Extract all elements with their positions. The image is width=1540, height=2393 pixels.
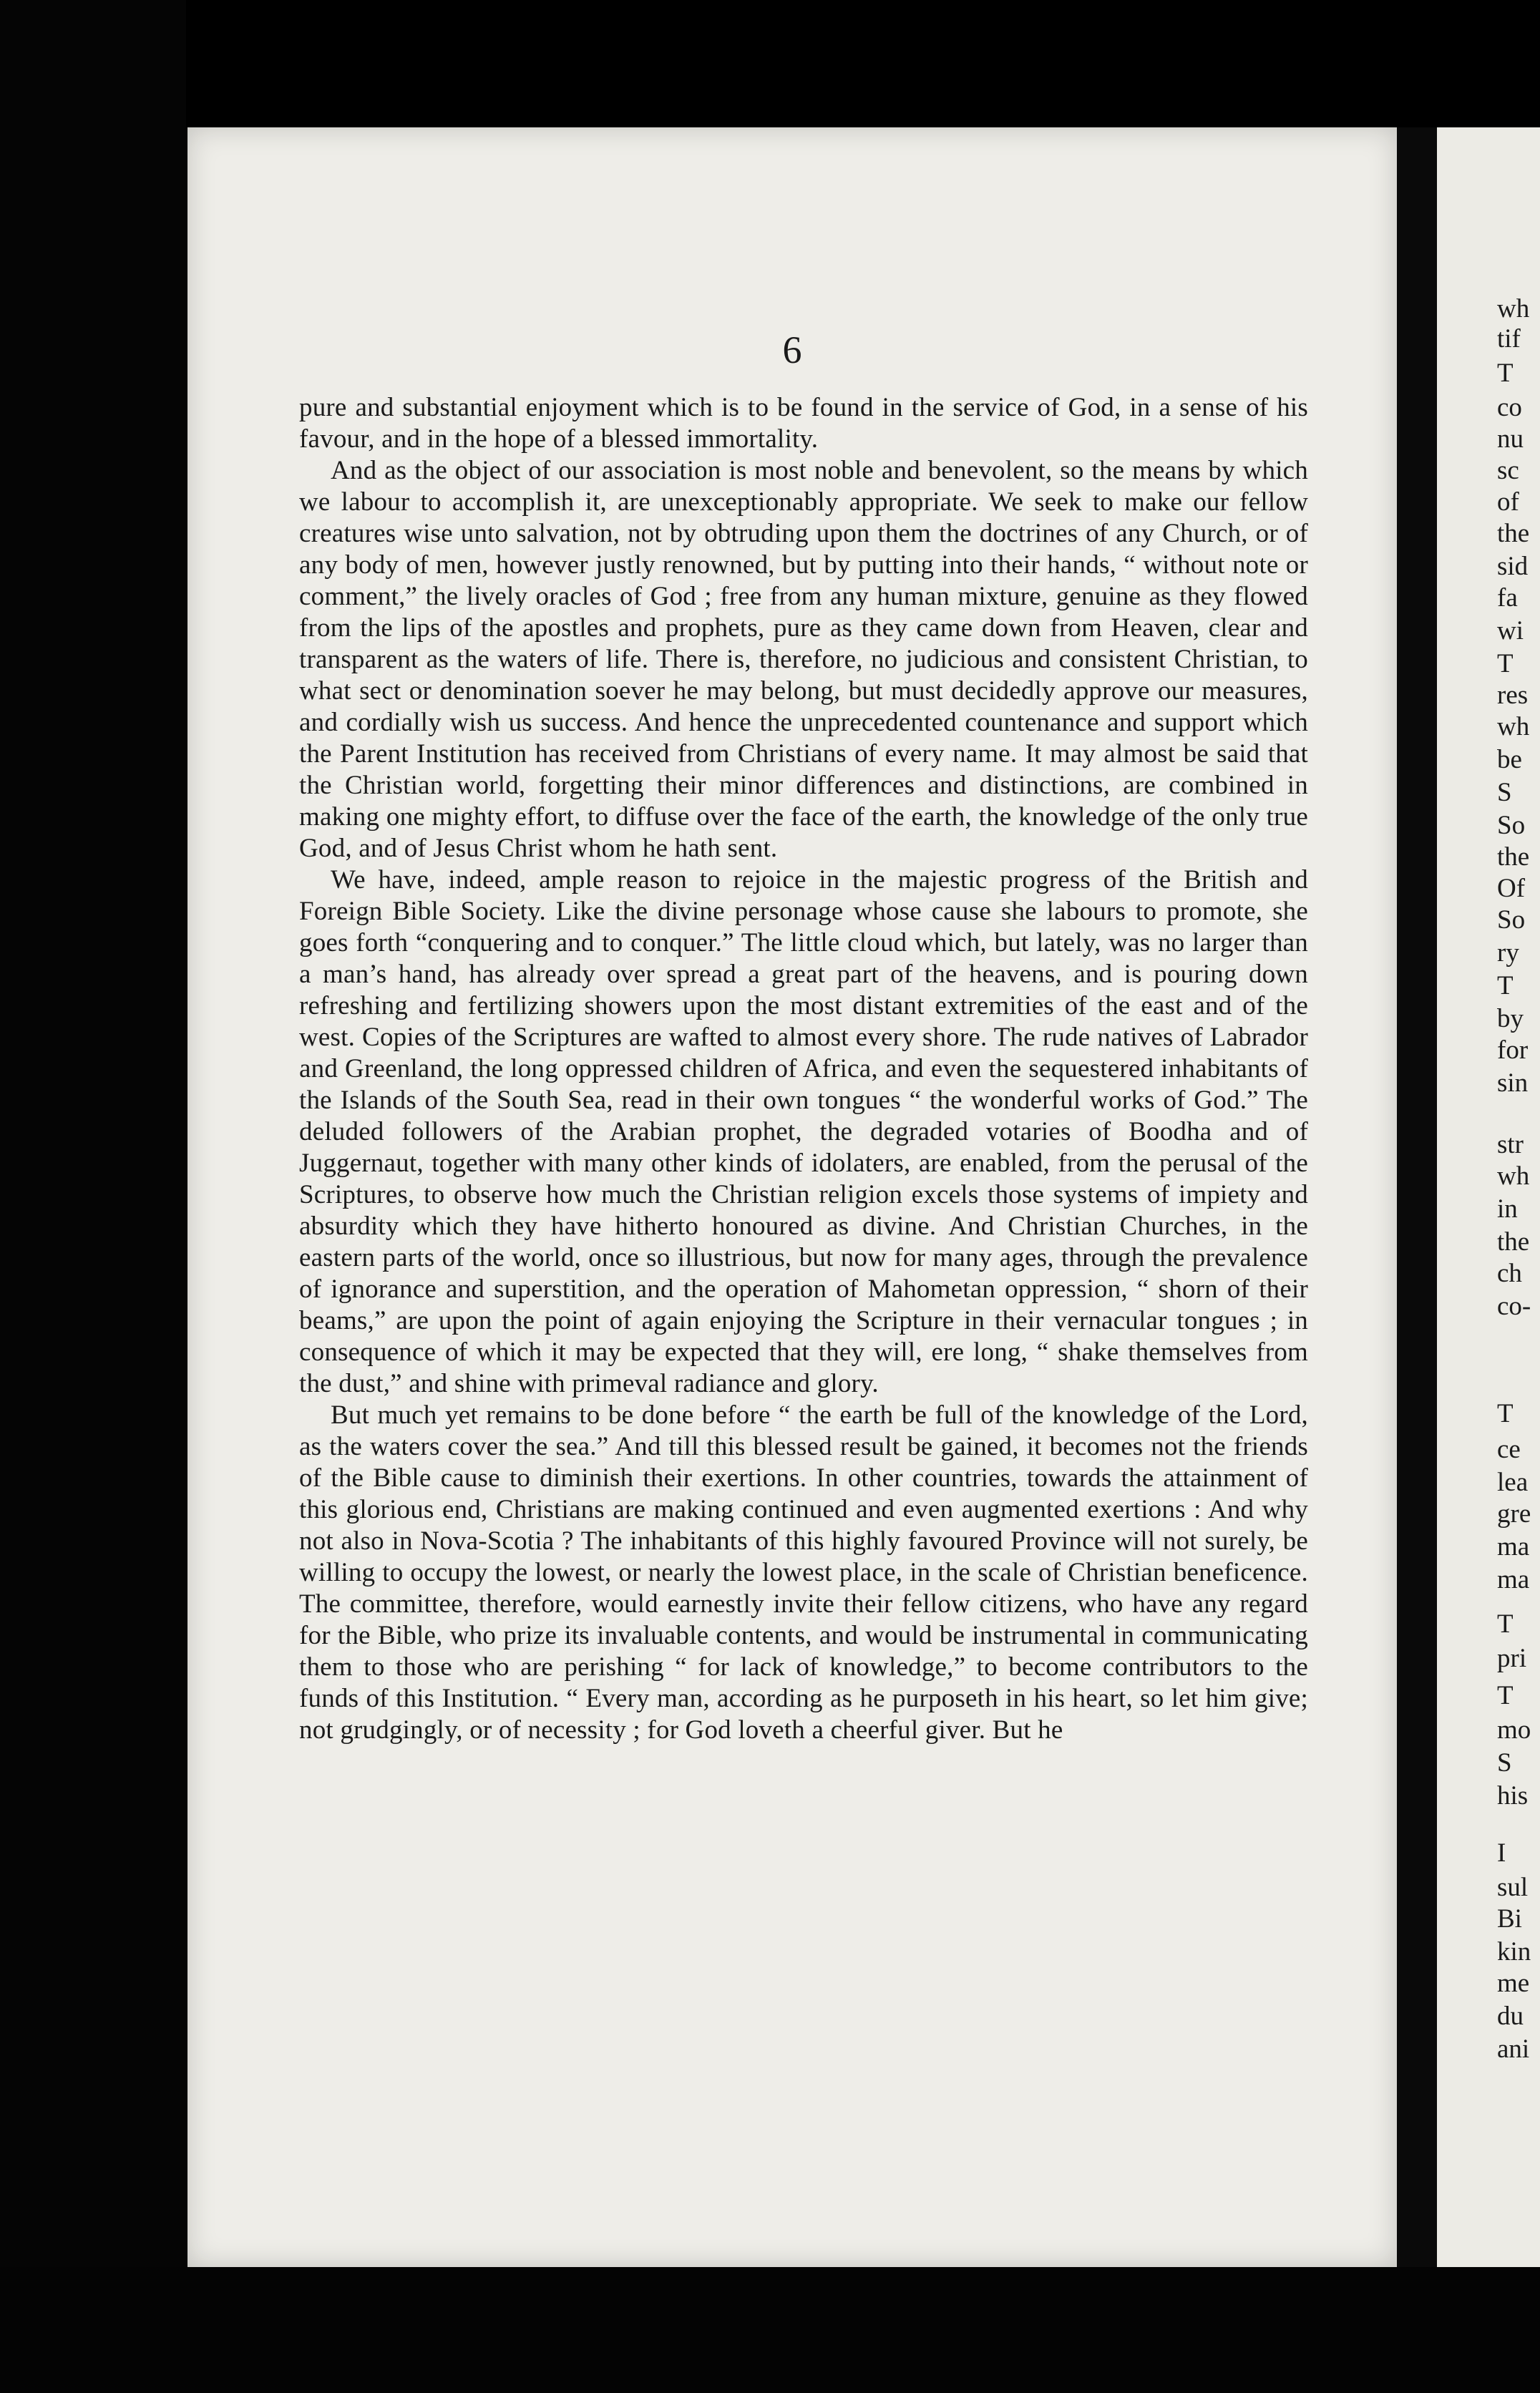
facing-page-fragment: be [1497,745,1522,774]
facing-page-fragment: Bi [1497,1904,1522,1934]
facing-page-fragment: So [1497,811,1526,840]
facing-page-fragment: wi [1497,616,1524,645]
facing-page-fragment: T [1497,1609,1514,1639]
paragraph-3: We have, indeed, ample reason to rejoice in the majestic progress of the British and Foreign Bible Society. Like the divine personage whose cause she labours to promote, she goes forth “conquering and to conquer.” The little cloud which, but lately, was no larger than a man’s hand, has already over spread a great part of the heavens, and is pouring down refreshing and fertilizing showers upon the most distant extremities of the east and of the west. Copies of the Scriptures are wafted to almost every shore. The rude natives of Labrador and Greenland, the long oppressed children of Africa, and even the sequestered inhabitants of the Islands of the South Sea, read in their own tongues “ the wonderful works of God.” The deluded followers of the Arabian prophet, the degraded votaries of Boodha and of Juggernaut, together with many other kinds of idolaters, are enabled, from the perusal of the Scriptures, to observe how much the Christian religion excels those systems of impiety and absurdity which they have hitherto honoured as divine. And Christian Churches, in the eastern parts of the world, once so illustrious, but now for many ages, through the prevalence of ignorance and superstition, and the operation of Mahometan oppression, “ shorn of their beams,” are upon the point of again enjoying the Scripture in their vernacular tongues ; in consequence of which it may be expected that they will, ere long, “ shake themselves from the dust,” and shine with primeval radiance and glory. [299,865,1308,1398]
facing-page-fragment: lea [1497,1468,1529,1497]
facing-page-fragment: sid [1497,552,1529,581]
facing-page-fragment: wh [1497,294,1530,323]
paragraph-1: pure and substantial enjoyment which is to be found in the service of God, in a sense of his favour, and in the hope of a blessed immortality. [299,393,1308,454]
facing-page-fragment: the [1497,1227,1530,1257]
facing-page-fragment: mo [1497,1715,1531,1745]
paragraph-2: And as the object of our association is most noble and benevolent, so the means by which we labour to accomplish it, are unexceptionably appropriate. We seek to make our fellow creatures wise unto salvation, not by obtruding upon them the doctrines of any Church, or of any body of men, however justly renowned, but by putting into their hands, “ without note or comment,” the lively oracles of God ; free from any human mixture, genuine as they flowed from the lips of the apostles and prophets, pure as they came down from Heaven, clear and transparent as the waters of life. There is, therefore, no judicious and consistent Christian, to what sect or denomination soever he may belong, but must decidedly approve our measures, and cordially wish us success. And hence the unprecedented countenance and support which the Parent Institution has received from Christians of every name. It may almost be said that the Christian world, forgetting their minor differences and distinctions, are combined in making one mighty effort, to diffuse over the face of the earth, the knowledge of the only true God, and of Jesus Christ whom he hath sent. [299,456,1308,863]
facing-page-fragment: the [1497,842,1530,872]
book-gutter [1397,127,1437,2267]
facing-page-fragment: Of [1497,874,1526,903]
facing-page-fragment: ma [1497,1532,1530,1561]
page-number: 6 [782,328,802,371]
facing-page-fragment: of [1497,487,1519,517]
facing-page-fragment: sul [1497,1873,1529,1902]
body-text [299,392,1308,1746]
facing-page-fragment: T [1497,1681,1514,1710]
facing-page-fragment: fa [1497,583,1518,613]
facing-page-fragment: I [1497,1838,1506,1868]
facing-page-fragment: T [1497,359,1514,388]
facing-page-fragment: ce [1497,1435,1521,1464]
next-page-edge [1437,127,1540,2267]
facing-page-fragment: me [1497,1969,1530,1998]
facing-page-fragment: tif [1497,324,1521,354]
facing-page-fragment: res [1497,681,1529,710]
facing-page-fragment: kin [1497,1937,1531,1966]
facing-page-fragment: ry [1497,938,1519,968]
scan-bottom-margin [0,2267,1540,2393]
facing-page-fragment: for [1497,1035,1529,1065]
facing-page-fragment: nu [1497,424,1524,454]
facing-page-fragment: co- [1497,1292,1531,1321]
facing-page-fragment: T [1497,971,1514,1000]
document-page [187,127,1397,2267]
facing-page-fragment: in [1497,1194,1518,1224]
facing-page-fragment: his [1497,1781,1529,1810]
facing-page-fragment: gre [1497,1499,1531,1529]
facing-page-fragment: ch [1497,1259,1522,1288]
facing-page-fragment: du [1497,2002,1524,2031]
paragraph-4: But much yet remains to be done before “ the earth be full of the knowledge of the Lord, as the waters cover the sea.” And till this blessed result be gained, it becomes not the friends of the Bible cause to diminish their exertions. In other countries, towards the attainment of this glorious end, Christians are making continued and even augmented exertions : And why not also in Nova-Scotia ? The inhabitants of this highly favoured Province will not surely, be willing to occupy the lowest, or nearly the lowest place, in the scale of Christian beneficence. The committee, therefore, would earnestly invite their fellow citizens, who have any regard for the Bible, who prize its invaluable contents, and would be instrumental in communicating them to those who are perishing “ for lack of knowledge,” to become contributors to the funds of this Institution. “ Every man, according as he purposeth in his heart, so let him give; not grudgingly, or of necessity ; for God loveth a cheerful giver. But he [299,1400,1308,1745]
facing-page-fragment: sin [1497,1068,1529,1098]
facing-page-fragment: pri [1497,1644,1527,1673]
facing-page-fragment: So [1497,905,1526,935]
facing-page-fragment: S [1497,1748,1512,1778]
facing-page-fragment: wh [1497,712,1530,741]
facing-page-fragment: S [1497,778,1512,807]
facing-page-fragment: the [1497,519,1530,548]
scan-left-margin [0,0,186,2393]
facing-page-fragment: wh [1497,1161,1530,1191]
facing-page-fragment: T [1497,649,1514,678]
facing-page-fragment: str [1497,1130,1524,1159]
facing-page-fragment: sc [1497,456,1519,485]
facing-page-fragment: T [1497,1399,1514,1428]
facing-page-fragment: by [1497,1004,1524,1033]
facing-page-fragment: ani [1497,2034,1530,2064]
facing-page-fragment: ma [1497,1565,1530,1594]
facing-page-fragment: co [1497,393,1522,422]
